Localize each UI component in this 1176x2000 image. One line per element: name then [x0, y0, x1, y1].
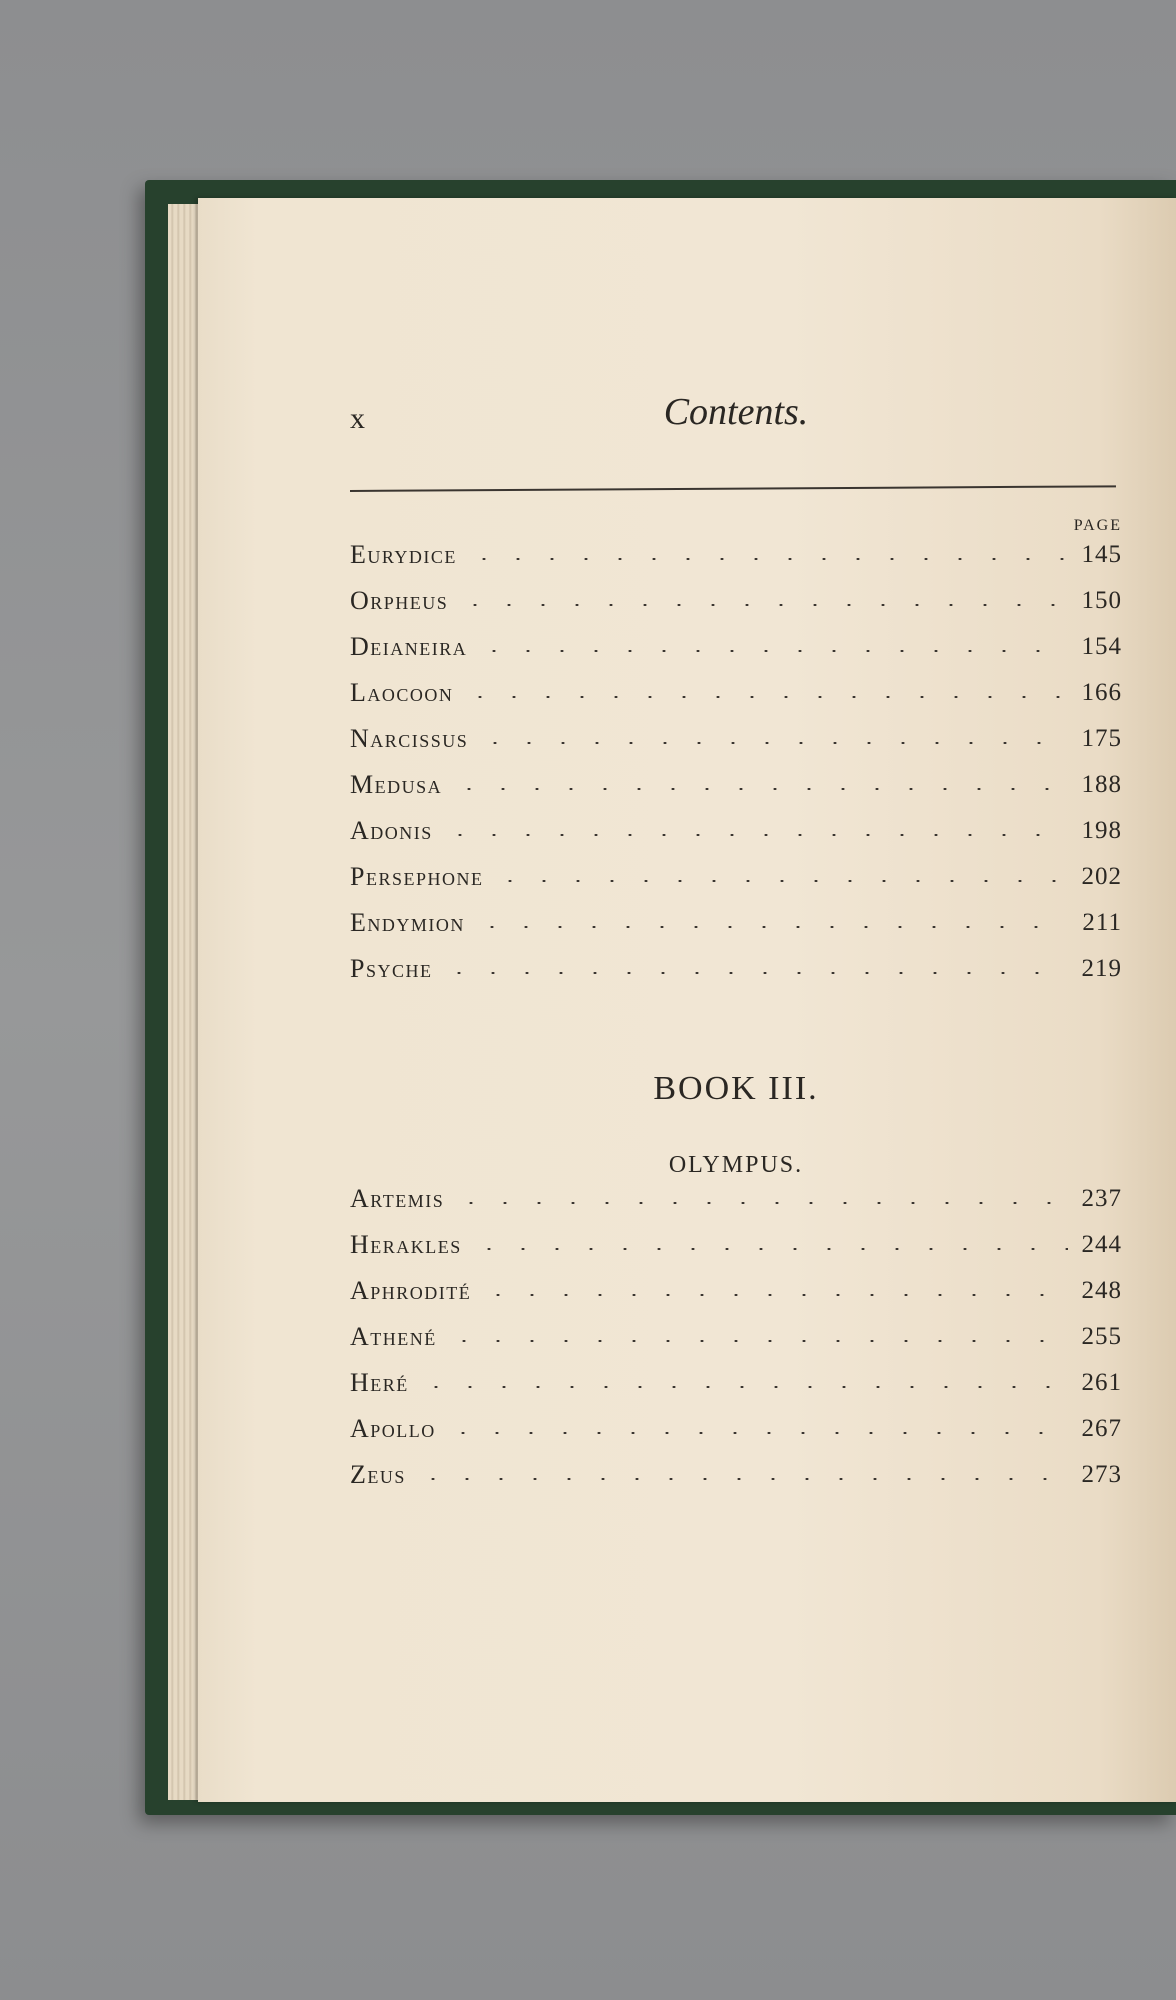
contents-list-book2: [350, 532, 1122, 992]
contents-entry: [350, 624, 1122, 670]
contents-entry: [350, 1314, 1122, 1360]
contents-entry: [350, 1406, 1122, 1452]
contents-entry: [350, 854, 1122, 900]
entry-page: 145: [1081, 541, 1122, 568]
entry-title: Laocoon: [350, 678, 454, 707]
dot-leader: [443, 834, 1068, 836]
dot-leader: [452, 788, 1068, 790]
entry-title: Zeus: [350, 1460, 406, 1489]
entry-title: Persephone: [350, 862, 484, 891]
dot-leader: [467, 558, 1068, 560]
entry-title: Deianeira: [350, 632, 468, 661]
entry-title: Adonis: [350, 816, 433, 845]
dot-leader: [419, 1386, 1068, 1388]
contents-entry: [350, 808, 1122, 854]
entry-title: Heré: [350, 1368, 409, 1397]
entry-title: Aphrodité: [350, 1276, 472, 1305]
entry-page: 261: [1081, 1369, 1122, 1396]
contents-entry: [350, 578, 1122, 624]
entry-page: 211: [1082, 909, 1122, 936]
entry-page: 175: [1081, 725, 1122, 752]
page-header: [350, 380, 1122, 460]
entry-title: Athené: [350, 1322, 437, 1351]
contents-entry: [350, 1176, 1122, 1222]
entry-title: Narcissus: [350, 724, 469, 753]
contents-entry: [350, 716, 1122, 762]
dot-leader: [454, 1202, 1068, 1204]
entry-page: 166: [1081, 679, 1122, 706]
entry-page: 267: [1081, 1415, 1122, 1442]
book-subheading: OLYMPUS.: [668, 1152, 804, 1178]
entry-title: Eurydice: [350, 540, 457, 569]
book-heading: BOOK III.: [653, 1070, 819, 1107]
dot-leader: [478, 742, 1068, 744]
contents-entry: [350, 1452, 1122, 1498]
contents-list-book3: [350, 1176, 1122, 1498]
entry-page: 244: [1081, 1231, 1122, 1258]
contents-entry: [350, 762, 1122, 808]
entry-title: Herakles: [350, 1230, 462, 1259]
dot-leader: [472, 1248, 1068, 1250]
entry-title: Psyche: [350, 954, 433, 983]
entry-page: 150: [1081, 587, 1122, 614]
dot-leader: [493, 880, 1068, 882]
entry-page: 255: [1081, 1323, 1122, 1350]
page-column-label: PAGE: [1073, 517, 1122, 534]
entry-page: 202: [1081, 863, 1122, 890]
contents-entry: [350, 1222, 1122, 1268]
dot-leader: [447, 1340, 1068, 1342]
contents-entry: [350, 670, 1122, 716]
entry-title: Orpheus: [350, 586, 449, 615]
entry-page: 237: [1081, 1185, 1122, 1212]
contents-entry: [350, 900, 1122, 946]
entry-page: 154: [1081, 633, 1122, 660]
contents-entry: [350, 946, 1122, 992]
page-number: x: [350, 402, 366, 435]
contents-page: [350, 380, 1122, 1489]
contents-entry: [350, 1360, 1122, 1406]
dot-leader: [463, 696, 1068, 698]
dot-leader: [475, 926, 1068, 928]
entry-title: Medusa: [350, 770, 443, 799]
entry-page: 219: [1081, 955, 1122, 982]
dot-leader: [442, 972, 1068, 974]
entry-page: 248: [1081, 1277, 1122, 1304]
dot-leader: [477, 650, 1068, 652]
running-title: Contents.: [663, 391, 809, 433]
entry-page: 198: [1081, 817, 1122, 844]
contents-entry: [350, 532, 1122, 578]
entry-page: 188: [1081, 771, 1122, 798]
entry-title: Endymion: [350, 908, 465, 937]
entry-title: Artemis: [350, 1184, 445, 1213]
dot-leader: [458, 604, 1068, 606]
entry-page: 273: [1081, 1461, 1122, 1488]
dot-leader: [416, 1478, 1068, 1480]
dot-leader: [446, 1432, 1068, 1434]
dot-leader: [481, 1294, 1068, 1296]
entry-title: Apollo: [350, 1414, 436, 1443]
contents-entry: [350, 1268, 1122, 1314]
